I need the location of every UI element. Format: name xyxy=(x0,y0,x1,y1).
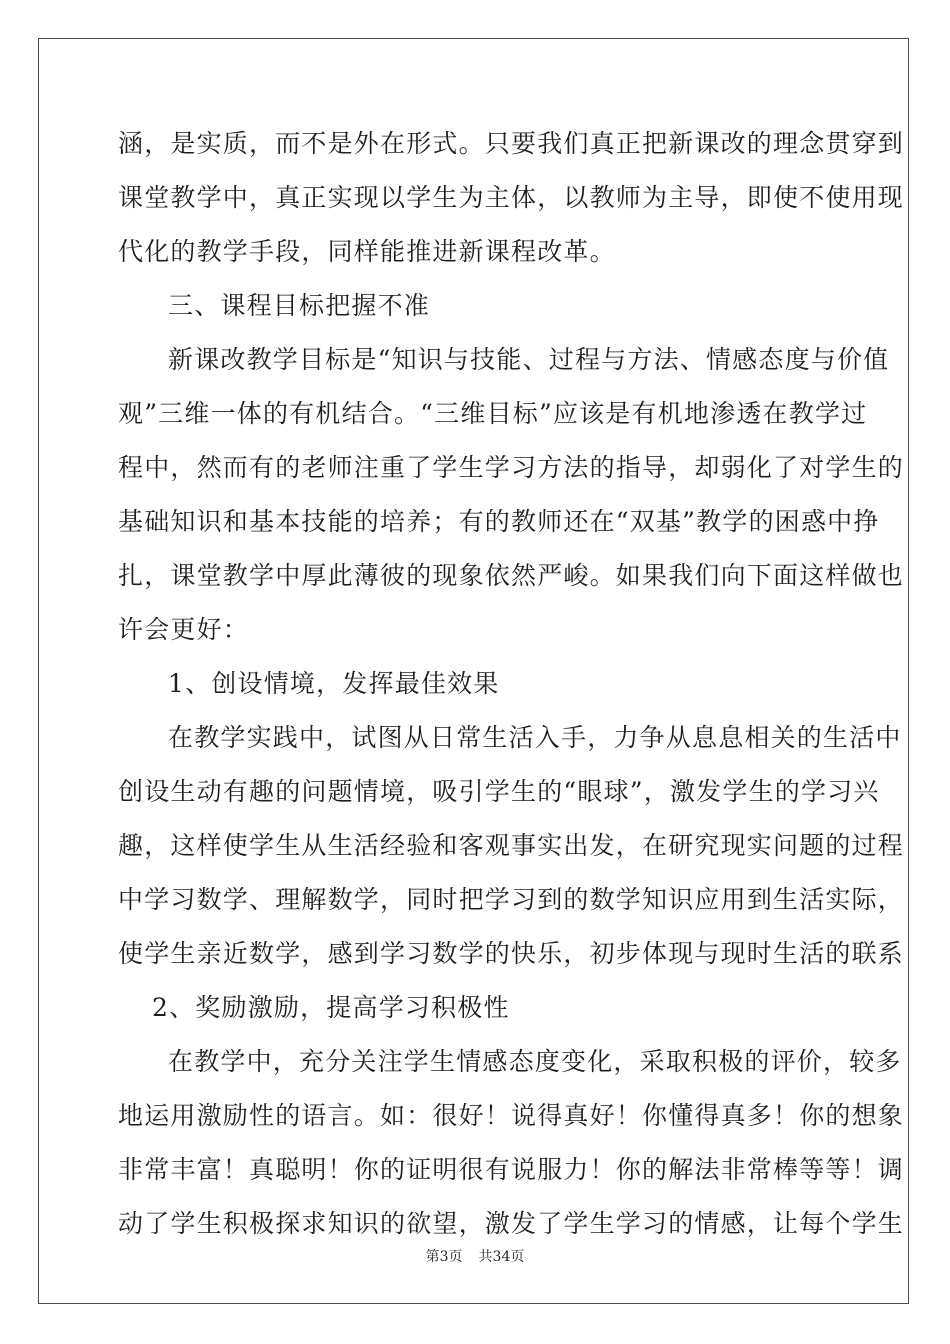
body-line: 新课改教学目标是“知识与技能、过程与方法、情感态度与价值 xyxy=(168,345,890,374)
body-line: 在教学实践中，试图从日常生活入手，力争从息息相关的生活中 xyxy=(168,723,902,752)
page-number: 第3页 xyxy=(425,1249,463,1265)
body-line: 许会更好： xyxy=(118,615,250,644)
body-line: 趣，这样使学生从生活经验和客观事实出发，在研究现实问题的过程 xyxy=(118,831,905,860)
body-line: 创设生动有趣的问题情境，吸引学生的“眼球”，激发学生的学习兴 xyxy=(118,777,880,806)
subsection-heading: 2、奖励激励，提高学习积极性 xyxy=(152,993,510,1022)
body-line: 涵，是实质，而不是外在形式。只要我们真正把新课改的理念贯穿到 xyxy=(118,129,905,158)
subsection-heading: 1、创设情境，发挥最佳效果 xyxy=(168,669,500,698)
page-footer xyxy=(0,1246,950,1266)
body-line: 基础知识和基本技能的培养；有的教师还在“双基”教学的困惑中挣 xyxy=(118,507,880,536)
section-heading: 三、课程目标把握不准 xyxy=(168,291,431,320)
body-line: 程中，然而有的老师注重了学生学习方法的指导，却弱化了对学生的 xyxy=(118,453,905,482)
body-line: 课堂教学中，真正实现以学生为主体，以教师为主导，即使不使用现 xyxy=(118,183,905,212)
body-line: 观”三维一体的有机结合。“三维目标”应该是有机地渗透在教学过 xyxy=(118,399,868,428)
body-line: 非常丰富！真聪明！你的证明很有说服力！你的解法非常棒等等！调 xyxy=(118,1155,905,1184)
body-line: 代化的教学手段，同样能推进新课程改革。 xyxy=(118,237,616,266)
page-total: 共34页 xyxy=(478,1249,525,1265)
body-line: 地运用激励性的语言。如：很好！说得真好！你懂得真多！你的想象 xyxy=(118,1101,905,1130)
body-line: 动了学生积极探求知识的欲望，激发了学生学习的情感，让每个学生 xyxy=(118,1209,905,1238)
body-line: 使学生亲近数学，感到学习数学的快乐，初步体现与现时生活的联系 xyxy=(118,939,905,968)
body-line: 在教学中，充分关注学生情感态度变化，采取积极的评价，较多 xyxy=(168,1047,902,1076)
body-line: 扎，课堂教学中厚此薄彼的现象依然严峻。如果我们向下面这样做也 xyxy=(118,561,905,590)
body-line: 中学习数学、理解数学，同时把学习到的数学知识应用到生活实际， xyxy=(118,885,905,914)
